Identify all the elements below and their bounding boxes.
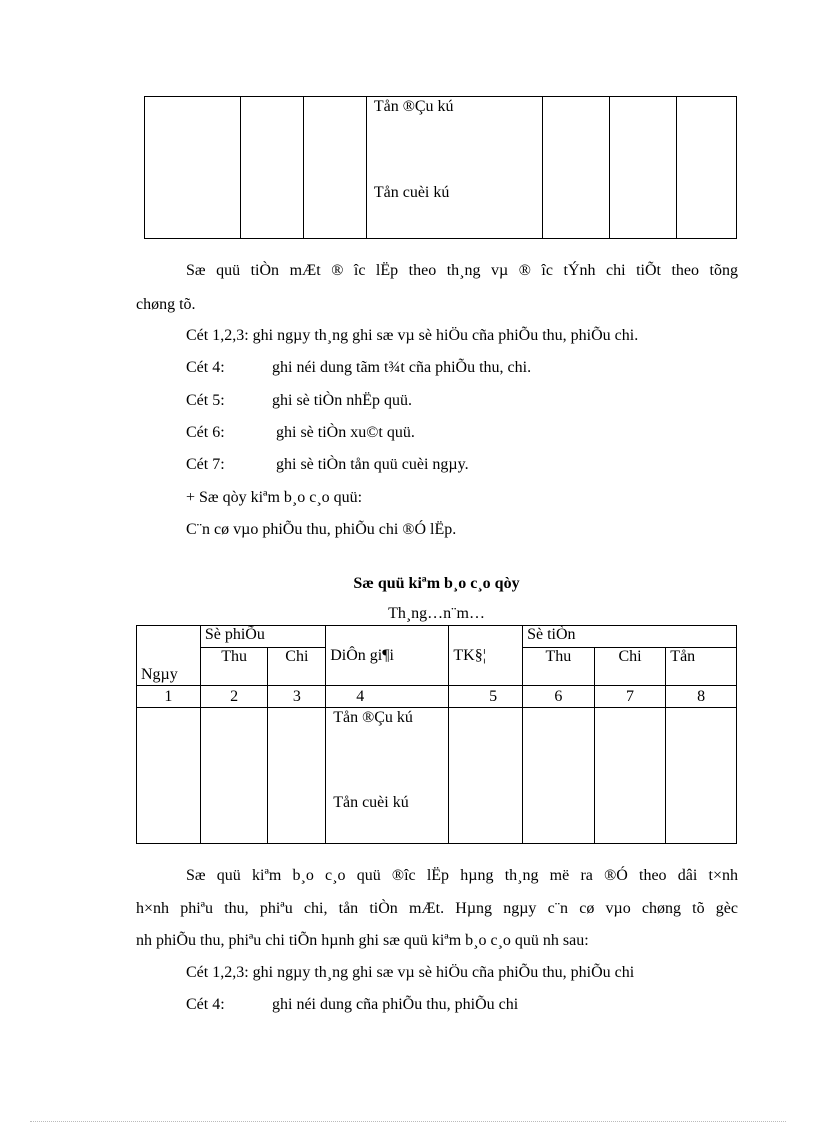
column-number: 1 (137, 686, 201, 708)
column-number: 7 (594, 686, 666, 708)
column-number: 5 (449, 686, 523, 708)
paragraph-line: Sæ quü tiÒn mÆt ® îc lËp theo th¸ng vµ ® îc tÝnh chi tiÕt theo tõng (186, 262, 738, 279)
ledger-table-top (144, 96, 737, 239)
report-basis: C¨n cø vµo phiÕu thu, phiÕu chi ®Ó lËp. (186, 521, 457, 538)
table-cell (449, 708, 523, 844)
column-label: Cét 1,2,3: (186, 964, 249, 981)
column-text: ghi sè tiÒn tån quü cuèi ngµy. (276, 456, 469, 473)
column-text: ghi ngµy th¸ng ghi sæ vµ sè hiÖu cña phiÕu thu, phiÕu chi (252, 964, 635, 981)
column-label: Cét 7: (186, 456, 225, 473)
header-description: DiÔn gi¶i (326, 626, 449, 686)
header-thu: Thu (523, 648, 595, 686)
header-ton: Tån (666, 648, 737, 686)
table-cell (609, 97, 677, 239)
column-label: Cét 4: (186, 996, 225, 1013)
column-desc-5 (186, 392, 412, 410)
column-number: 2 (200, 686, 268, 708)
table-cell (677, 97, 737, 239)
header-thu: Thu (200, 648, 268, 686)
column-label: Cét 4: (186, 359, 225, 376)
column-text: ghi sè tiÒn xu©t quü. (276, 424, 415, 441)
column-desc-4 (186, 996, 518, 1014)
paragraph-line: Sæ quü kiªm b¸o c¸o quü ®îc lËp hµng th¸ng më ra ®Ó theo dâi t×nh (186, 867, 738, 884)
header-account: TK§¦ (449, 626, 523, 686)
table-cell (304, 97, 367, 239)
header-chi: Chi (594, 648, 666, 686)
header-chi: Chi (268, 648, 326, 686)
header-date: Ngµy (137, 626, 201, 686)
description-cell (366, 97, 542, 239)
table-cell (268, 708, 326, 844)
header-voucher-no: Sè phiÕu (200, 626, 325, 648)
cash-ledger-table (136, 625, 737, 844)
table-cell (240, 97, 304, 239)
column-text: ghi sè tiÒn nhËp quü. (272, 392, 412, 409)
column-number: 6 (523, 686, 595, 708)
column-number: 3 (268, 686, 326, 708)
paragraph-line: chøng tõ. (136, 296, 196, 313)
table-cell (145, 97, 241, 239)
column-label: Cét 5: (186, 392, 225, 409)
column-desc-1-3 (186, 964, 634, 982)
paragraph-line: h×nh phiªu thu, phiªu chi, tån tiÒn mÆt. Hµng ngµy c¨n cø vµo chøng tõ gèc (136, 900, 738, 917)
column-desc-7 (186, 456, 469, 474)
table-cell (137, 708, 201, 844)
column-text: ghi ngµy th¸ng ghi sæ vµ sè hiÖu cña phiÕu thu, phiÕu chi. (252, 327, 639, 344)
ledger-title: Sæ quü kiªm b¸o c¸o qòy (353, 575, 520, 592)
column-text: ghi néi dung tãm t¾t cña phiÕu thu, chi. (272, 359, 532, 376)
paragraph-line: nh phiÕu thu, phiªu chi tiÕn hµnh ghi sæ quü kiªm b¸o c¸o quü nh sau: (136, 932, 589, 949)
ledger-subtitle: Th¸ng…n¨m… (388, 605, 485, 622)
column-label: Cét 1,2,3: (186, 327, 249, 344)
opening-balance-label: Tån ®Çu kú (373, 98, 454, 115)
closing-balance-label: Tån cuèi kú (373, 184, 450, 201)
column-text: ghi néi dung cña phiÕu thu, phiÕu chi (272, 996, 519, 1013)
column-number: 4 (326, 686, 449, 708)
page-edge-divider (30, 1121, 786, 1122)
table-cell (594, 708, 666, 844)
closing-balance-label: Tån cuèi kú (333, 794, 409, 812)
description-cell (326, 708, 449, 844)
column-number: 8 (666, 686, 737, 708)
opening-balance-label: Tån ®Çu kú (333, 709, 413, 727)
table-cell (542, 97, 609, 239)
column-desc-1-3 (186, 327, 638, 345)
table-cell (523, 708, 595, 844)
column-desc-6 (186, 424, 415, 442)
table-cell (200, 708, 268, 844)
table-cell (666, 708, 737, 844)
column-desc-4 (186, 359, 531, 377)
report-heading: + Sæ qòy kiªm b¸o c¸o quü: (186, 489, 363, 506)
column-label: Cét 6: (186, 424, 225, 441)
header-amount: Sè tiÒn (523, 626, 737, 648)
